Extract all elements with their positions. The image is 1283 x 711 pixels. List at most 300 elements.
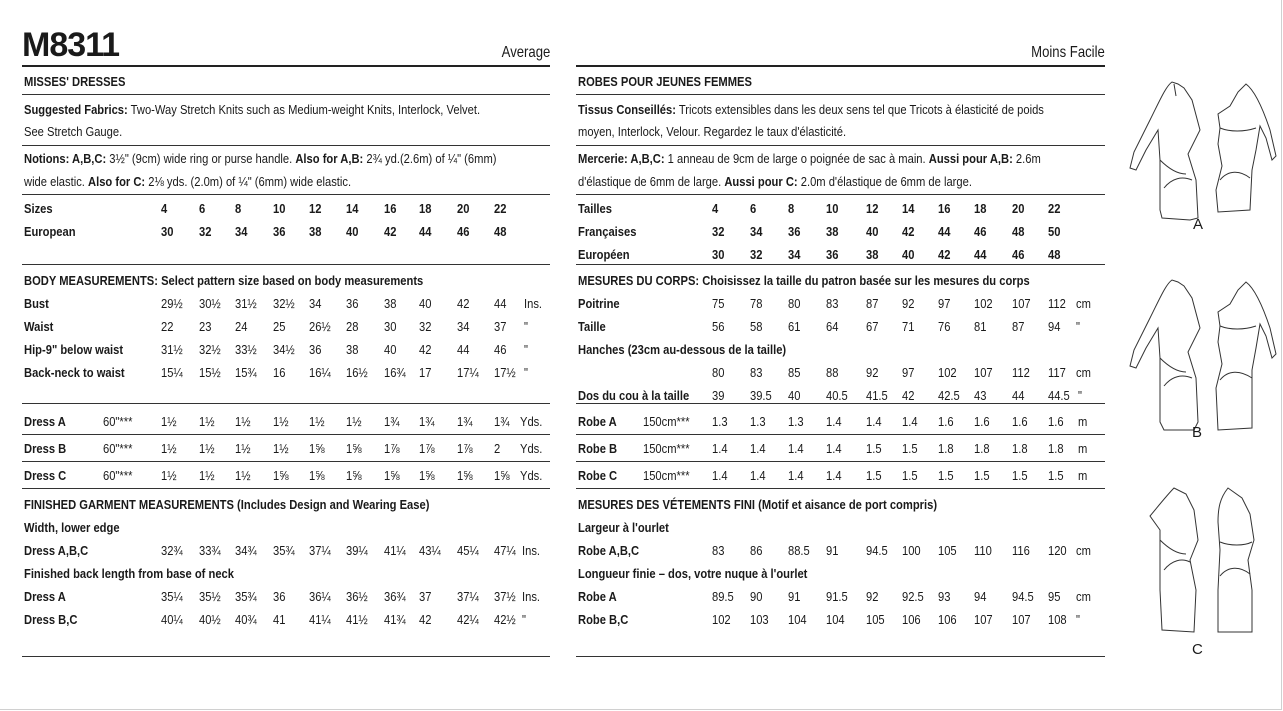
cell: 46 <box>1012 247 1025 262</box>
fabrics-line2-fr: moyen, Interlock, Velour. Regardez le taux d'élasticité. <box>578 124 847 139</box>
row-label: Taille <box>578 319 606 334</box>
cell: 80 <box>712 365 725 380</box>
length-title: Longueur finie – dos, votre nuque à l'ourlet <box>578 566 808 581</box>
notions-text4: 2⅛ yds. (2.0m) of ¼" (6mm) wide elastic. <box>148 174 352 189</box>
cell: 34 <box>788 247 801 262</box>
cell: 1½ <box>161 468 177 483</box>
row-label: Robe A <box>578 589 617 604</box>
cell: 15¾ <box>235 365 257 380</box>
cell: 36½ <box>346 589 368 604</box>
cell: 40¾ <box>235 612 257 627</box>
cell: 42 <box>457 296 470 311</box>
cell: 24 <box>235 319 248 334</box>
row-label: Hip-9" below waist <box>24 342 124 357</box>
cell: 41¾ <box>384 612 406 627</box>
row-label: Sizes <box>24 201 53 216</box>
cell: 1.4 <box>788 441 804 456</box>
divider <box>22 434 550 435</box>
cell: 1.4 <box>750 441 766 456</box>
cell: 1⅞ <box>419 441 435 456</box>
cell: 42¼ <box>457 612 479 627</box>
cell: 1⅝ <box>419 468 435 483</box>
cell: 44 <box>938 224 951 239</box>
cell: 38 <box>866 247 879 262</box>
cell: 32 <box>750 247 763 262</box>
finished-title: FINISHED GARMENT MEASUREMENTS (Includes Design and Wearing Ease) <box>24 497 430 512</box>
fabric-width: 150cm*** <box>643 441 690 456</box>
body-measurements-title: BODY MEASUREMENTS: Select pattern size based on body measurements <box>24 273 424 288</box>
cell: 30 <box>384 319 397 334</box>
cell: 23 <box>199 319 212 334</box>
cell: 1⅝ <box>346 441 362 456</box>
cell: 1½ <box>199 468 215 483</box>
cell: 86 <box>750 543 763 558</box>
cell: 40 <box>384 342 397 357</box>
row-label: Dress A,B,C <box>24 543 89 558</box>
pattern-number: M8311 <box>22 26 120 64</box>
divider <box>576 488 1105 489</box>
cell: 1.5 <box>902 441 918 456</box>
cell: 95 <box>1048 589 1061 604</box>
row-label: Back-neck to waist <box>24 365 125 380</box>
cell: 37½ <box>494 589 516 604</box>
unit: Yds. <box>520 468 543 483</box>
cell: 102 <box>974 296 993 311</box>
cell: 32 <box>712 224 725 239</box>
cell: 107 <box>1012 612 1031 627</box>
row-label: Dress B,C <box>24 612 78 627</box>
cell: 37 <box>419 589 432 604</box>
row-label: Bust <box>24 296 49 311</box>
cell: 88 <box>826 365 839 380</box>
cell: 87 <box>866 296 879 311</box>
notions-text: 3½" (9cm) wide ring or purse handle. <box>109 151 293 166</box>
cell: 64 <box>826 319 839 334</box>
cell: 38 <box>346 342 359 357</box>
cell: 1⅞ <box>457 441 473 456</box>
cell: 22 <box>1048 201 1061 216</box>
row-label: Dress A <box>24 414 66 429</box>
cell: 20 <box>1012 201 1025 216</box>
cell: 44 <box>457 342 470 357</box>
cell: 1.5 <box>974 468 990 483</box>
divider <box>22 403 550 404</box>
cell: 35¾ <box>235 589 257 604</box>
row-label: Robe A <box>578 414 617 429</box>
cell: 38 <box>309 224 322 239</box>
cell: 12 <box>309 201 322 216</box>
finished-title: MESURES DES VÉTEMENTS FINI (Motif et aisance de port compris) <box>578 497 938 512</box>
notions-text4: 2.0m d'élastique de 6mm de large. <box>800 174 972 189</box>
cell: 1.4 <box>826 468 842 483</box>
notions-text: 1 anneau de 9cm de large o poignée de sac à main. <box>667 151 926 166</box>
cell: 83 <box>826 296 839 311</box>
cell: 108 <box>1048 612 1067 627</box>
cell: 42 <box>902 388 915 403</box>
cell: 97 <box>902 365 915 380</box>
cell: 94 <box>974 589 987 604</box>
unit: Yds. <box>520 441 543 456</box>
cell: 103 <box>750 612 769 627</box>
cell: 14 <box>902 201 915 216</box>
cell: 1.4 <box>788 468 804 483</box>
row-label: Dos du cou à la taille <box>578 388 690 403</box>
divider <box>576 403 1105 404</box>
cell: 94 <box>1048 319 1061 334</box>
cell: 1⅝ <box>273 468 289 483</box>
cell: 31½ <box>235 296 257 311</box>
notions-line-fr <box>578 151 1041 167</box>
cell: 37¼ <box>309 543 331 558</box>
cell: 48 <box>494 224 507 239</box>
cell: 56 <box>712 319 725 334</box>
unit: Ins. <box>522 589 541 604</box>
cell: 91 <box>826 543 839 558</box>
cell: 32 <box>419 319 432 334</box>
cell: 58 <box>750 319 763 334</box>
cell: 1.6 <box>1012 414 1028 429</box>
cell: 1½ <box>235 468 251 483</box>
header-rule <box>576 65 1105 67</box>
cell: 16¼ <box>309 365 331 380</box>
notions-line2-en <box>24 174 351 190</box>
cell: 1.5 <box>938 468 954 483</box>
cell: 67 <box>866 319 879 334</box>
cell: 1.5 <box>1048 468 1064 483</box>
cell: 1⅝ <box>346 468 362 483</box>
cell: 41¼ <box>309 612 331 627</box>
cell: 26½ <box>309 319 331 334</box>
cell: 1.4 <box>750 468 766 483</box>
cell: 17¼ <box>457 365 479 380</box>
fabrics-text: Tricots extensibles dans les deux sens tel que Tricots à élasticité de poids <box>678 102 1044 117</box>
fabrics-text: Two-Way Stretch Knits such as Medium-weight Knits, Interlock, Velvet. <box>130 102 481 117</box>
cell: 42 <box>419 342 432 357</box>
cell: 37 <box>494 319 507 334</box>
cell: 41½ <box>346 612 368 627</box>
cell: 46 <box>494 342 507 357</box>
row-label: Européen <box>578 247 630 262</box>
fabrics-label: Tissus Conseillés: <box>578 102 676 117</box>
cell: 25 <box>273 319 286 334</box>
notions-also-ab: Also for A,B: <box>295 151 364 166</box>
cell: 40 <box>419 296 432 311</box>
divider <box>576 434 1105 435</box>
unit: Ins. <box>524 296 543 311</box>
cell: 36¾ <box>384 589 406 604</box>
cell: 81 <box>974 319 987 334</box>
fabrics-line-en <box>24 102 480 118</box>
cell: 40 <box>902 247 915 262</box>
sketch-label-b: B <box>1192 424 1203 441</box>
row-label: Poitrine <box>578 296 620 311</box>
cell: 36 <box>346 296 359 311</box>
cell: 4 <box>161 201 168 216</box>
cell: 105 <box>866 612 885 627</box>
divider <box>576 461 1105 462</box>
cell: 47¼ <box>494 543 516 558</box>
divider <box>22 94 550 95</box>
cell: 1.5 <box>866 468 882 483</box>
cell: 34 <box>235 224 248 239</box>
cell: 1.8 <box>938 441 954 456</box>
cell: 92 <box>866 365 879 380</box>
cell: 4 <box>712 201 719 216</box>
cell: 1.5 <box>866 441 882 456</box>
cell: 2 <box>494 441 501 456</box>
cell: 1.3 <box>750 414 766 429</box>
cell: 94.5 <box>1012 589 1034 604</box>
cell: 80 <box>788 296 801 311</box>
cell: 117 <box>1048 365 1066 380</box>
row-label: Robe B,C <box>578 612 629 627</box>
cell: 102 <box>712 612 731 627</box>
cell: 20 <box>457 201 470 216</box>
cell: 1⅝ <box>384 468 400 483</box>
notions-text2: 2.6m <box>1015 151 1041 166</box>
cell: 18 <box>974 201 987 216</box>
sketch-label-a: A <box>1193 216 1204 233</box>
cell: 42.5 <box>938 388 960 403</box>
cell: 107 <box>1012 296 1031 311</box>
cell: 42 <box>902 224 915 239</box>
cell: 92 <box>866 589 879 604</box>
cell: 1⅝ <box>457 468 473 483</box>
hip-label: Hanches (23cm au-dessous de la taille) <box>578 342 787 357</box>
cell: 40.5 <box>826 388 848 403</box>
cell: 44 <box>419 224 432 239</box>
divider <box>576 264 1105 265</box>
notions-line2-fr <box>578 174 972 190</box>
cell: 6 <box>199 201 206 216</box>
cell: 17½ <box>494 365 516 380</box>
divider <box>22 488 550 489</box>
row-label: Waist <box>24 319 54 334</box>
cell: 34½ <box>273 342 295 357</box>
unit: " <box>522 612 526 627</box>
notions-line-en <box>24 151 496 167</box>
divider <box>576 145 1105 146</box>
unit: " <box>1078 388 1082 403</box>
cell: 1½ <box>273 414 289 429</box>
cell: 8 <box>788 201 795 216</box>
row-label: European <box>24 224 76 239</box>
section-title-en: MISSES' DRESSES <box>24 74 126 89</box>
cell: 105 <box>938 543 957 558</box>
dress-sketches-svg <box>1120 70 1280 670</box>
cell: 1½ <box>273 441 289 456</box>
cell: 1½ <box>235 414 251 429</box>
cell: 1.3 <box>712 414 728 429</box>
cell: 40¼ <box>161 612 183 627</box>
notions-text3: wide elastic. <box>24 174 85 189</box>
dress-b-back-sketch <box>1216 282 1276 430</box>
fabrics-line-fr <box>578 102 1044 118</box>
notions-also-c: Also for C: <box>88 174 146 189</box>
cell: 14 <box>346 201 359 216</box>
cell: 32 <box>199 224 212 239</box>
cell: 38 <box>826 224 839 239</box>
difficulty-level-fr: Moins Facile <box>1031 44 1105 61</box>
unit: " <box>524 365 528 380</box>
unit: " <box>524 319 528 334</box>
cell: 40 <box>788 388 801 403</box>
sketch-label-c: C <box>1192 641 1203 658</box>
cell: 75 <box>712 296 725 311</box>
cell: 104 <box>826 612 845 627</box>
divider <box>22 145 550 146</box>
cell: 1½ <box>199 414 215 429</box>
divider <box>576 94 1105 95</box>
cell: 44.5 <box>1048 388 1070 403</box>
cell: 40 <box>346 224 359 239</box>
cell: 1⅝ <box>309 468 325 483</box>
cell: 1.6 <box>974 414 990 429</box>
cell: 35½ <box>199 589 221 604</box>
unit: cm <box>1076 296 1091 311</box>
cell: 1¾ <box>384 414 400 429</box>
cell: 120 <box>1048 543 1067 558</box>
cell: 44 <box>1012 388 1025 403</box>
cell: 12 <box>866 201 879 216</box>
cell: 36 <box>826 247 839 262</box>
cell: 1.6 <box>1048 414 1064 429</box>
cell: 106 <box>902 612 921 627</box>
cell: 37¼ <box>457 589 479 604</box>
unit: m <box>1078 441 1088 456</box>
cell: 35¾ <box>273 543 295 558</box>
cell: 16½ <box>346 365 368 380</box>
cell: 46 <box>974 224 987 239</box>
row-label: Robe A,B,C <box>578 543 640 558</box>
cell: 30 <box>161 224 174 239</box>
row-label: Françaises <box>578 224 637 239</box>
cell: 83 <box>750 365 763 380</box>
unit: " <box>524 342 528 357</box>
cell: 33½ <box>235 342 257 357</box>
length-title: Finished back length from base of neck <box>24 566 234 581</box>
notions-also-ab: Aussi pour A,B: <box>928 151 1013 166</box>
difficulty-level-en: Average <box>501 44 550 61</box>
unit: Yds. <box>520 414 543 429</box>
row-label: Robe B <box>578 441 618 456</box>
cell: 1½ <box>199 441 215 456</box>
dress-c-back-sketch <box>1218 488 1254 632</box>
divider <box>576 194 1105 195</box>
row-label: Dress A <box>24 589 66 604</box>
divider <box>22 194 550 195</box>
cell: 10 <box>826 201 839 216</box>
cell: 89.5 <box>712 589 734 604</box>
divider <box>22 656 550 657</box>
cell: 76 <box>938 319 951 334</box>
cell: 1.4 <box>902 414 918 429</box>
cell: 22 <box>161 319 174 334</box>
cell: 39¼ <box>346 543 368 558</box>
cell: 42½ <box>494 612 516 627</box>
cell: 1⅝ <box>309 441 325 456</box>
cell: 41 <box>273 612 286 627</box>
cell: 1⅞ <box>384 441 400 456</box>
cell: 44 <box>974 247 987 262</box>
cell: 30½ <box>199 296 221 311</box>
cell: 15¼ <box>161 365 183 380</box>
row-label: Dress C <box>24 468 67 483</box>
cell: 34 <box>750 224 763 239</box>
cell: 1.8 <box>1048 441 1064 456</box>
cell: 15½ <box>199 365 221 380</box>
fabrics-label: Suggested Fabrics: <box>24 102 128 117</box>
cell: 106 <box>938 612 957 627</box>
cell: 1½ <box>161 414 177 429</box>
header-rule <box>22 65 550 67</box>
cell: 34 <box>309 296 322 311</box>
fabric-width: 60"*** <box>103 414 133 429</box>
cell: 45¼ <box>457 543 479 558</box>
dress-c-front-sketch <box>1150 488 1198 632</box>
cell: 36 <box>788 224 801 239</box>
cell: 32¾ <box>161 543 183 558</box>
cell: 32½ <box>273 296 295 311</box>
cell: 107 <box>974 612 993 627</box>
cell: 1½ <box>309 414 325 429</box>
cell: 43 <box>974 388 987 403</box>
dress-a-front-sketch <box>1130 82 1200 220</box>
unit: cm <box>1076 543 1091 558</box>
cell: 36¼ <box>309 589 331 604</box>
cell: 107 <box>974 365 993 380</box>
width-title: Width, lower edge <box>24 520 120 535</box>
row-label: Dress B <box>24 441 67 456</box>
cell: 32½ <box>199 342 221 357</box>
cell: 78 <box>750 296 763 311</box>
cell: 1.6 <box>938 414 954 429</box>
cell: 10 <box>273 201 286 216</box>
unit: m <box>1078 468 1088 483</box>
cell: 104 <box>788 612 807 627</box>
cell: 8 <box>235 201 242 216</box>
cell: 17 <box>419 365 432 380</box>
cell: 94.5 <box>866 543 888 558</box>
cell: 29½ <box>161 296 183 311</box>
divider <box>576 656 1105 657</box>
cell: 102 <box>938 365 957 380</box>
fabric-width: 60"*** <box>103 441 133 456</box>
cell: 1.4 <box>866 414 882 429</box>
body-measurements-title: MESURES DU CORPS: Choisissez la taille du patron basée sur les mesures du corps <box>578 273 1030 288</box>
unit: cm <box>1076 365 1091 380</box>
cell: 1.3 <box>788 414 804 429</box>
dress-b-front-sketch <box>1130 280 1200 430</box>
cell: 92.5 <box>902 589 924 604</box>
unit: " <box>1076 319 1080 334</box>
unit: cm <box>1076 589 1091 604</box>
section-title-fr: ROBES POUR JEUNES FEMMES <box>578 74 752 89</box>
cell: 1.4 <box>826 441 842 456</box>
cell: 22 <box>494 201 507 216</box>
cell: 41¼ <box>384 543 406 558</box>
cell: 1½ <box>161 441 177 456</box>
cell: 93 <box>938 589 951 604</box>
cell: 1.5 <box>902 468 918 483</box>
cell: 39 <box>712 388 725 403</box>
unit: " <box>1076 612 1080 627</box>
row-label: Robe C <box>578 468 618 483</box>
cell: 34 <box>457 319 470 334</box>
cell: 34¾ <box>235 543 257 558</box>
cell: 16¾ <box>384 365 406 380</box>
cell: 31½ <box>161 342 183 357</box>
